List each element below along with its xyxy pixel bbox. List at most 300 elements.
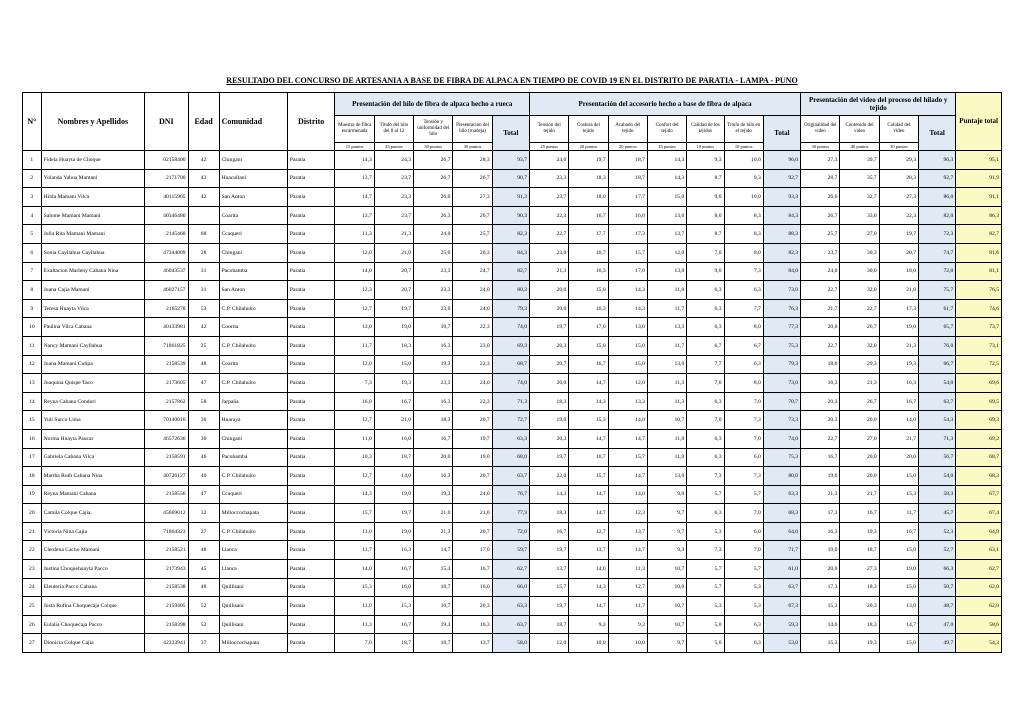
score-cell: 32,7 (840, 188, 879, 207)
score-cell: 15,0 (374, 355, 413, 374)
group-total-cell: 53,0 (763, 634, 800, 653)
criterion-header: Título del hilo del 8 al 12 (374, 116, 413, 143)
score-cell: 22,0 (530, 467, 569, 486)
score-cell: 17,3 (879, 299, 918, 318)
community-cell: C.P. Chilahuito (219, 522, 287, 541)
age-cell: 30 (188, 411, 219, 430)
row-number: 8 (23, 281, 42, 300)
score-cell: 28,3 (879, 169, 918, 188)
final-score-cell: 62,0 (956, 597, 1002, 616)
score-cell: 11,7 (879, 504, 918, 523)
table-row (23, 429, 1002, 448)
group-total-cell: 64,0 (763, 522, 800, 541)
dni-cell: 46043537 (145, 262, 188, 281)
score-cell: 6,3 (724, 615, 763, 634)
score-cell: 26,7 (414, 151, 453, 170)
age-cell: 52 (188, 615, 219, 634)
score-cell: 19,0 (879, 560, 918, 579)
score-cell: 13,7 (647, 225, 686, 244)
age-cell: 53 (188, 299, 219, 318)
score-cell: 16,0 (335, 392, 374, 411)
score-cell: 5,0 (687, 634, 724, 653)
score-cell: 15,3 (801, 634, 840, 653)
score-cell: 17,7 (608, 188, 647, 207)
final-score-cell: 62,7 (956, 560, 1002, 579)
participant-name: Yolanda Yahua Mamani (41, 169, 144, 188)
dni-cell: 2145468 (145, 225, 188, 244)
score-cell: 18,3 (414, 411, 453, 430)
row-number: 13 (23, 374, 42, 393)
score-cell: 5,7 (687, 578, 724, 597)
row-number: 6 (23, 243, 42, 262)
group-total-header: Total (492, 116, 529, 151)
row-number: 5 (23, 225, 42, 244)
score-cell: 19,7 (879, 225, 918, 244)
group-total-cell: 71,3 (919, 429, 956, 448)
group-total-cell: 47,0 (919, 615, 956, 634)
row-number: 24 (23, 578, 42, 597)
score-cell: 22,3 (530, 206, 569, 225)
score-cell: 19,0 (801, 541, 840, 560)
final-score-cell: 69,3 (956, 411, 1002, 430)
score-cell: 18,0 (879, 262, 918, 281)
score-cell: 26,7 (453, 169, 492, 188)
district-cell: Paratia (287, 225, 335, 244)
score-cell: 16,7 (453, 560, 492, 579)
score-cell: 20,3 (530, 429, 569, 448)
score-cell: 9,7 (647, 522, 686, 541)
group-total-cell: 96,3 (919, 151, 956, 170)
score-cell: 19,7 (453, 429, 492, 448)
participant-name: Martha Ruth Cabana Nina (41, 467, 144, 486)
group-total-cell: 77,3 (492, 504, 529, 523)
score-cell: 8,3 (724, 206, 763, 225)
group-total-cell: 96,0 (763, 151, 800, 170)
score-cell: 20,0 (530, 374, 569, 393)
score-cell: 19,7 (530, 597, 569, 616)
table-row (23, 541, 1002, 560)
score-cell: 16,0 (608, 206, 647, 225)
score-cell: 14,7 (569, 504, 608, 523)
criterion-header: Tensión del tejido (530, 116, 569, 143)
score-cell: 19,7 (530, 448, 569, 467)
table-row (23, 336, 1002, 355)
criterion-points: 30 puntos (414, 143, 453, 151)
score-cell: 11,7 (335, 541, 374, 560)
district-cell: Paratia (287, 188, 335, 207)
score-cell: 12,0 (647, 243, 686, 262)
row-number: 20 (23, 504, 42, 523)
group-total-cell: 63,7 (492, 467, 529, 486)
row-number: 4 (23, 206, 42, 225)
score-cell: 5,3 (724, 578, 763, 597)
score-cell: 23,0 (414, 299, 453, 318)
participant-name: Teresa Huayta Vilca (41, 299, 144, 318)
row-number: 17 (23, 448, 42, 467)
score-cell: 18,7 (608, 151, 647, 170)
score-cell: 16,3 (414, 392, 453, 411)
score-cell: 27,3 (801, 151, 840, 170)
score-cell: 7,3 (335, 374, 374, 393)
score-cell: 39,7 (840, 151, 879, 170)
district-cell: Paratia (287, 522, 335, 541)
score-cell: 24,0 (414, 225, 453, 244)
table-row (23, 243, 1002, 262)
score-cell: 18,0 (569, 188, 608, 207)
score-cell: 18,0 (801, 355, 840, 374)
score-cell: 14,3 (647, 169, 686, 188)
score-cell: 23,7 (801, 243, 840, 262)
header-group-video: Presentación del video del proceso del hilado y tejido (801, 93, 956, 116)
score-cell: 10,0 (724, 188, 763, 207)
community-cell: Ccaqueri (219, 225, 287, 244)
score-cell: 26,7 (840, 318, 879, 337)
age-cell: 58 (188, 392, 219, 411)
score-cell: 12,7 (569, 522, 608, 541)
score-cell: 13,0 (647, 355, 686, 374)
group-total-cell: 65,7 (919, 318, 956, 337)
community-cell: Llanca (219, 541, 287, 560)
table-row (23, 169, 1002, 188)
participant-name: Reyna Mamani Cabana (41, 485, 144, 504)
score-cell: 9,7 (647, 634, 686, 653)
group-total-cell: 77,3 (763, 318, 800, 337)
group-total-cell: 63,3 (763, 485, 800, 504)
score-cell: 19,0 (530, 411, 569, 430)
score-cell: 21,3 (374, 225, 413, 244)
group-total-cell: 52,7 (919, 541, 956, 560)
group-total-cell: 70,7 (763, 392, 800, 411)
score-cell: 11,0 (335, 597, 374, 616)
score-cell: 14,3 (647, 151, 686, 170)
score-cell: 16,3 (414, 467, 453, 486)
score-cell: 7,3 (724, 467, 763, 486)
score-cell: 6,3 (687, 392, 724, 411)
community-cell: Llanca (219, 560, 287, 579)
group-total-cell: 79,3 (763, 355, 800, 374)
document-title: RESULTADO DEL CONCURSO DE ARTESANIA A BASE DE FIBRA DE ALPACA EN TIEMPO DE COVID 19 EN EL DISTRITO DE PARATIA - LAMPA - PUNO (226, 76, 798, 85)
group-total-cell: 68,3 (763, 504, 800, 523)
score-cell: 11,7 (647, 336, 686, 355)
score-cell: 33,0 (840, 206, 879, 225)
score-cell: 24,3 (374, 151, 413, 170)
group-total-cell: 63,7 (919, 392, 956, 411)
score-cell: 7,3 (724, 262, 763, 281)
group-total-cell: 63,7 (763, 578, 800, 597)
row-number: 10 (23, 318, 42, 337)
header-group-thread: Presentación del hilo de fibra de alpaca hecho a rueca (335, 93, 530, 116)
score-cell: 23,7 (530, 188, 569, 207)
group-total-cell: 80,3 (492, 281, 529, 300)
dni-cell: 2158539 (145, 355, 188, 374)
score-cell: 22,3 (453, 392, 492, 411)
table-row (23, 392, 1002, 411)
results-table (22, 92, 1002, 653)
score-cell: 21,3 (879, 336, 918, 355)
group-total-cell: 63,7 (492, 615, 529, 634)
final-score-cell: 73,7 (956, 318, 1002, 337)
table-row (23, 225, 1002, 244)
score-cell: 16,3 (453, 615, 492, 634)
criterion-header: Acabado del tejido (608, 116, 647, 143)
score-cell: 15,0 (569, 281, 608, 300)
district-cell: Paratia (287, 634, 335, 653)
score-cell: 10,0 (608, 634, 647, 653)
score-cell: 13,0 (335, 318, 374, 337)
dni-cell: 02158400 (145, 151, 188, 170)
score-cell: 8,0 (687, 206, 724, 225)
score-cell: 6,3 (724, 355, 763, 374)
score-cell: 23,7 (374, 169, 413, 188)
participant-name: Justina Choquehuayta Pacco (41, 560, 144, 579)
age-cell: 30 (188, 429, 219, 448)
score-cell: 7,7 (724, 299, 763, 318)
criterion-header: Título de hilo en el tejido (724, 116, 763, 143)
score-cell: 26,7 (801, 206, 840, 225)
score-cell: 5,0 (687, 615, 724, 634)
district-cell: Paratia (287, 336, 335, 355)
score-cell: 15,0 (879, 467, 918, 486)
score-cell: 14,7 (608, 541, 647, 560)
district-cell: Paratia (287, 597, 335, 616)
community-cell: Huacullani (219, 169, 287, 188)
score-cell: 27,0 (840, 429, 879, 448)
score-cell: 16,7 (801, 448, 840, 467)
score-cell: 20,0 (414, 448, 453, 467)
district-cell: Paratia (287, 299, 335, 318)
score-cell: 19,7 (569, 151, 608, 170)
community-cell: Quillisani (219, 615, 287, 634)
group-total-cell: 82,3 (763, 243, 800, 262)
score-cell: 26,7 (453, 206, 492, 225)
table-row (23, 467, 1002, 486)
row-number: 22 (23, 541, 42, 560)
group-total-header: Total (763, 116, 800, 151)
final-score-cell: 69,2 (956, 429, 1002, 448)
score-cell: 26,0 (414, 188, 453, 207)
score-cell: 12,0 (608, 374, 647, 393)
score-cell: 14,0 (608, 411, 647, 430)
score-cell: 19,0 (374, 318, 413, 337)
participant-name: Camila Colque Cajia. (41, 504, 144, 523)
final-score-cell: 82,7 (956, 225, 1002, 244)
age-cell: 40 (188, 467, 219, 486)
table-row (23, 299, 1002, 318)
district-cell: Paratia (287, 355, 335, 374)
group-total-cell: 75,3 (763, 448, 800, 467)
score-cell: 19,3 (414, 355, 453, 374)
score-cell: 11,7 (335, 336, 374, 355)
score-cell: 20,7 (453, 467, 492, 486)
participant-name: Salome Mamani Mamani (41, 206, 144, 225)
criterion-points: 10 puntos (687, 143, 724, 151)
age-cell: 42 (188, 318, 219, 337)
community-cell: Quillisani (219, 578, 287, 597)
score-cell: 32,0 (840, 281, 879, 300)
score-cell: 29,3 (840, 355, 879, 374)
group-total-cell: 72,7 (492, 411, 529, 430)
score-cell: 12,7 (335, 411, 374, 430)
final-score-cell: 69,6 (956, 374, 1002, 393)
community-cell: Chingani (219, 429, 287, 448)
table-row (23, 634, 1002, 653)
score-cell: 11,3 (647, 392, 686, 411)
score-cell: 15,0 (879, 634, 918, 653)
community-cell: San Anton (219, 281, 287, 300)
dni-cell: 40115905 (145, 188, 188, 207)
score-cell: 16,3 (569, 262, 608, 281)
score-cell: 18,3 (530, 504, 569, 523)
score-cell: 8,3 (724, 225, 763, 244)
score-cell: 19,3 (414, 485, 453, 504)
score-cell: 16,3 (801, 374, 840, 393)
score-cell: 13,7 (569, 541, 608, 560)
group-total-cell: 69,3 (492, 336, 529, 355)
score-cell: 10,7 (647, 560, 686, 579)
district-cell: Paratia (287, 429, 335, 448)
score-cell: 24,0 (453, 299, 492, 318)
participant-name: Reyna Cabana Condori (41, 392, 144, 411)
score-cell: 14,0 (879, 411, 918, 430)
header-district: Distrito (287, 93, 335, 151)
score-cell: 24,0 (453, 281, 492, 300)
group-total-cell: 71,7 (763, 541, 800, 560)
group-total-cell: 90,7 (492, 169, 529, 188)
score-cell: 19,3 (840, 634, 879, 653)
dni-cell: 47344009 (145, 243, 188, 262)
row-number: 2 (23, 169, 42, 188)
community-cell: C.P. Chilahuito (219, 467, 287, 486)
score-cell: 18,7 (374, 448, 413, 467)
community-cell: Quillisani (219, 597, 287, 616)
score-cell: 7,0 (335, 634, 374, 653)
final-score-cell: 73,1 (956, 336, 1002, 355)
score-cell: 21,3 (840, 374, 879, 393)
table-row (23, 281, 1002, 300)
table-row (23, 448, 1002, 467)
group-total-cell: 63,3 (492, 429, 529, 448)
score-cell: 16,3 (801, 522, 840, 541)
dni-cell: 71861825 (145, 336, 188, 355)
score-cell: 12,0 (530, 634, 569, 653)
participant-name: Juana Mamani Cutipa (41, 355, 144, 374)
score-cell: 12,3 (335, 281, 374, 300)
group-total-cell: 82,7 (492, 262, 529, 281)
score-cell: 14,0 (608, 485, 647, 504)
group-total-cell: 58,0 (492, 634, 529, 653)
score-cell: 7,0 (687, 243, 724, 262)
row-number: 18 (23, 467, 42, 486)
score-cell: 14,7 (414, 541, 453, 560)
score-cell: 23,3 (530, 169, 569, 188)
final-score-cell: 74,6 (956, 299, 1002, 318)
participant-name: Norma Huayta Paucar (41, 429, 144, 448)
final-score-cell: 54,3 (956, 634, 1002, 653)
group-total-cell: 66,7 (919, 355, 956, 374)
criterion-header: Presentación del hilo (madeja) (453, 116, 492, 143)
group-total-cell: 74,0 (492, 374, 529, 393)
district-cell: Paratia (287, 560, 335, 579)
score-cell: 14,3 (569, 392, 608, 411)
score-cell: 14,7 (569, 485, 608, 504)
score-cell: 16,7 (414, 597, 453, 616)
score-cell: 20,0 (530, 299, 569, 318)
district-cell: Paratia (287, 467, 335, 486)
score-cell: 11,7 (608, 597, 647, 616)
score-cell: 16,7 (569, 448, 608, 467)
dni-cell: 2165278 (145, 299, 188, 318)
participant-name: Joaquina Quispe Taco (41, 374, 144, 393)
group-total-cell: 88,3 (763, 225, 800, 244)
score-cell: 14,0 (335, 560, 374, 579)
score-cell: 13,7 (453, 634, 492, 653)
group-total-cell: 91,3 (492, 188, 529, 207)
age-cell: 48 (188, 578, 219, 597)
group-total-cell: 58,3 (919, 485, 956, 504)
score-cell: 16,0 (453, 578, 492, 597)
score-cell: 20,7 (879, 243, 918, 262)
score-cell: 30,3 (840, 243, 879, 262)
score-cell: 13,3 (608, 392, 647, 411)
final-score-cell: 67,4 (956, 504, 1002, 523)
score-cell: 6,3 (687, 318, 724, 337)
participant-name: Eulalia Choquecaja Pacco (41, 615, 144, 634)
score-cell: 16,7 (530, 522, 569, 541)
participant-name: Paulina Vilca Cabana (41, 318, 144, 337)
score-cell: 22,7 (840, 299, 879, 318)
score-cell: 15,7 (608, 448, 647, 467)
score-cell: 18,3 (840, 615, 879, 634)
score-cell: 18,3 (530, 392, 569, 411)
row-number: 19 (23, 485, 42, 504)
score-cell: 13,0 (647, 262, 686, 281)
group-total-cell: 75,7 (919, 281, 956, 300)
age-cell: 47 (188, 374, 219, 393)
score-cell: 19,0 (374, 485, 413, 504)
district-cell: Paratia (287, 392, 335, 411)
score-cell: 23,0 (453, 336, 492, 355)
score-cell: 20,7 (374, 281, 413, 300)
age-cell: 48 (188, 355, 219, 374)
score-cell: 16,3 (569, 299, 608, 318)
group-total-cell: 84,3 (492, 243, 529, 262)
score-cell: 18,7 (414, 634, 453, 653)
group-total-cell: 66,3 (919, 560, 956, 579)
final-score-cell: 64,9 (956, 522, 1002, 541)
score-cell: 6,3 (687, 448, 724, 467)
table-row (23, 597, 1002, 616)
final-score-cell: 91,9 (956, 169, 1002, 188)
group-total-cell: 93,3 (763, 188, 800, 207)
score-cell: 14,3 (608, 281, 647, 300)
score-cell: 23,7 (374, 206, 413, 225)
header-name: Nombres y Apellidos (41, 93, 144, 151)
table-row (23, 151, 1002, 170)
table-row (23, 262, 1002, 281)
group-total-cell: 74,7 (919, 243, 956, 262)
criterion-header: Calidad de los tejidos (687, 116, 724, 143)
score-cell: 21,3 (530, 262, 569, 281)
score-cell: 16,7 (569, 243, 608, 262)
criterion-points: 15 puntos (335, 143, 374, 151)
group-total-cell: 54,0 (919, 467, 956, 486)
score-cell: 11,3 (335, 225, 374, 244)
score-cell: 8,7 (687, 225, 724, 244)
score-cell: 18,7 (840, 541, 879, 560)
score-cell: 14,3 (335, 485, 374, 504)
score-cell: 15,7 (530, 578, 569, 597)
dni-cell: 2158538 (145, 578, 188, 597)
